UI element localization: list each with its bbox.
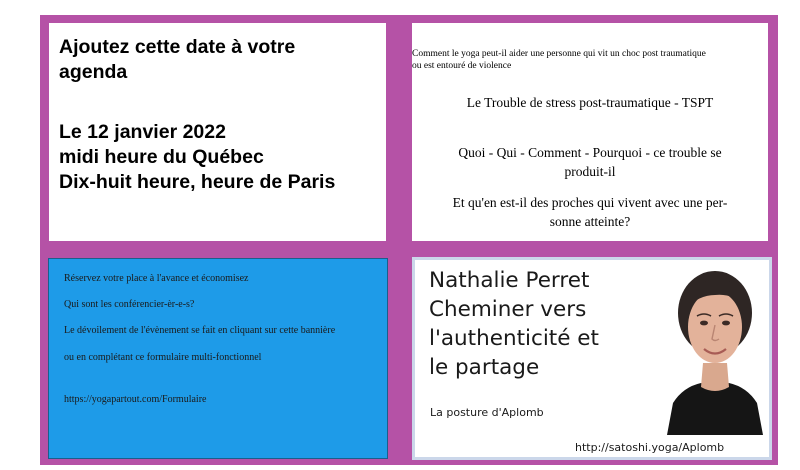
registration-line: Qui sont les conférencier-èr-e-s? xyxy=(64,299,195,310)
posture-label: La posture d'Aplomb xyxy=(430,406,544,419)
closing-line: sonne atteinte? xyxy=(549,214,631,229)
registration-line: Le dévoilement de l'évènement se fait en cliquant sur cette bannière xyxy=(64,325,336,336)
event-date-block xyxy=(59,120,335,195)
event-time-quebec: midi heure du Québec xyxy=(59,146,264,168)
speaker-photo xyxy=(663,265,767,435)
registration-card[interactable] xyxy=(48,258,388,459)
topic-question xyxy=(412,48,768,72)
date-card[interactable] xyxy=(49,23,386,241)
speaker-link[interactable]: http://satoshi.yoga/Aplomb xyxy=(575,441,725,454)
speaker-tagline: Cheminer vers xyxy=(429,297,587,322)
registration-line: Réservez votre place à l'avance et économisez xyxy=(64,273,249,284)
event-date: Le 12 janvier 2022 xyxy=(59,121,226,143)
date-card-heading xyxy=(59,35,295,85)
speaker-card[interactable] xyxy=(412,257,772,460)
topic-subtitle xyxy=(412,143,768,181)
speaker-tagline: l'authenticité et xyxy=(429,326,599,351)
closing-line: Et qu'en est-il des proches qui vivent avec une per- xyxy=(452,195,728,210)
heading-line: Ajoutez cette date à votre xyxy=(59,36,296,58)
heading-line: agenda xyxy=(59,61,128,83)
subtitle-line: produit-il xyxy=(564,164,616,179)
topic-closing xyxy=(412,193,768,231)
speaker-tagline: le partage xyxy=(429,355,540,380)
topic-title: Le Trouble de stress post-traumatique - TSPT xyxy=(466,95,714,110)
speaker-name-block xyxy=(429,266,599,382)
topic-card[interactable] xyxy=(412,23,768,241)
speaker-name: Nathalie Perret xyxy=(429,268,590,293)
question-line: ou est entouré de violence xyxy=(412,61,512,71)
event-time-paris: Dix-huit heure, heure de Paris xyxy=(59,171,336,193)
subtitle-line: Quoi - Qui - Comment - Pourquoi - ce trouble se xyxy=(458,145,722,160)
registration-line: ou en complétant ce formulaire multi-fonctionnel xyxy=(64,352,262,363)
registration-link[interactable]: https://yogapartout.com/Formulaire xyxy=(64,394,207,405)
question-line: Comment le yoga peut-il aider une personne qui vit un choc post traumatique xyxy=(412,49,706,59)
